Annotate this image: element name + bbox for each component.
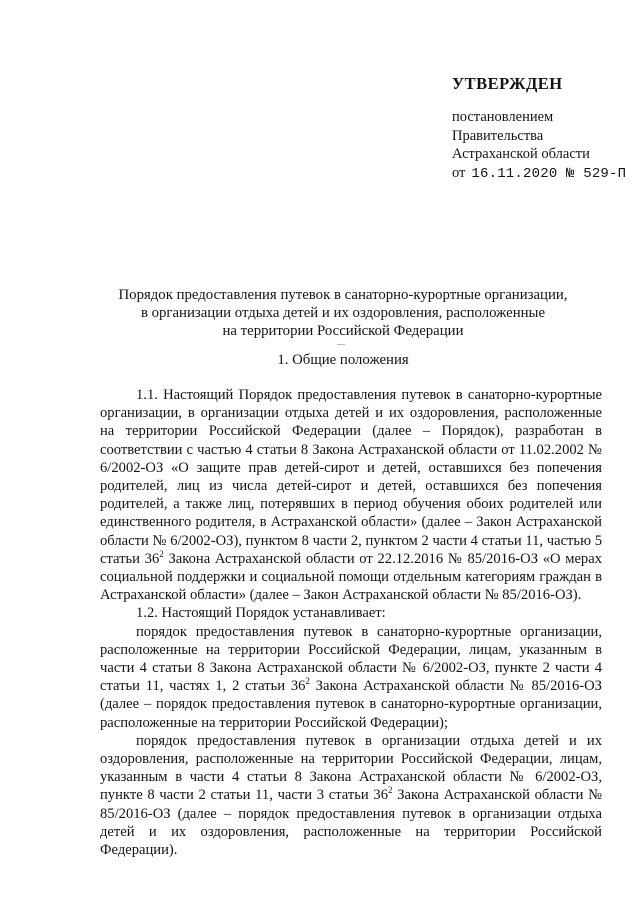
approval-handwritten-date: 16.11.2020 № 529-П [471, 165, 627, 182]
paragraph-1-2: 1.2. Настоящий Порядок устанавливает: [136, 605, 386, 622]
paragraph-1-1-text-b: Закона Астраханской области от 22.12.2016 № 85/2016-ОЗ «О мерах социальной поддержки и социальной помощи отдельным категориям граждан в Астраханской области» (далее – Закон Астраханской области № 85/2016-ОЗ). [100, 550, 602, 604]
document-title [100, 286, 586, 340]
approval-block [452, 74, 632, 183]
superscript: 2 [305, 676, 310, 687]
paragraph-1-1 [100, 386, 602, 604]
paragraph-sanatorium [100, 623, 602, 732]
superscript: 2 [388, 785, 393, 796]
title-divider [337, 344, 345, 345]
paragraph-children-rest-text-b: Закона Астраханской области № 85/2016-ОЗ (далее – порядок предоставления путевок в организации отдыха детей и их оздоровления, расположенные на территории Российской Федерации). [100, 787, 602, 859]
document-body [100, 386, 602, 859]
title-line-2: в организации отдыха детей и их оздоровления, расположенные [140, 305, 546, 321]
approval-line-1: постановлением [452, 109, 554, 125]
title-line-3: на территории Российской Федерации [222, 323, 464, 339]
superscript: 2 [159, 548, 164, 559]
paragraph-sanatorium-text-b: Закона Астраханской области № 85/2016-ОЗ (далее – порядок предоставления путевок в санаторно-курортные организации, расположенные на территории Российской Федерации); [100, 678, 602, 731]
section-heading: 1. Общие положения [277, 352, 409, 368]
approval-date-row [452, 164, 632, 184]
approval-date-prefix: от [452, 164, 466, 181]
paragraph-1-1-text-a: 1.1. Настоящий Порядок предоставления путевок в санаторно-курортные организации, в организации отдыха детей и их оздоровления, расположенные на территории Российской Федерации (далее – Порядок), разработан в соответствии с частью 4 статьи 8 Закона Астраханской области от 11.02.2002 № 6/2002-ОЗ «О защите прав детей-сирот и детей, оставшихся без попечения родителей, лиц из числа детей-сирот и детей, оставшихся без попечения родителей, а также лиц, потерявших в период обучения обоих родителей или единственного родителя, в Астраханской области» (далее – Закон Астраханской области № 6/2002-ОЗ), пунктом 8 части 2, пунктом 2 части 4 статьи 11, частью 5 статьи 36 [100, 387, 602, 567]
approval-heading: УТВЕРЖДЕН [452, 74, 563, 93]
title-line-1: Порядок предоставления путевок в санаторно-курортные организации, [118, 287, 568, 303]
paragraph-children-rest [100, 732, 602, 859]
paragraph-children-rest-text-a: порядок предоставления путевок в организации отдыха детей и их оздоровления, расположенные на территории Российской Федерации, лицам, указанным в части 4 статьи 8 Закона Астраханской области № 6/2002-ОЗ, пункте 8 части 2 статьи 11, части 3 статьи 36 [100, 732, 602, 804]
approval-line-2: Правительства [452, 127, 544, 144]
paragraph-sanatorium-text-a: порядок предоставления путевок в санаторно-курортные организации, расположенные на территории Российской Федерации, лицам, указанным в части 4 статьи 8 Закона Астраханской области № 6/2002-ОЗ, пункте 2 части 4 статьи 11, частях 1, 2 статьи 36 [100, 623, 602, 695]
approval-line-3: Астраханской области [452, 146, 590, 162]
